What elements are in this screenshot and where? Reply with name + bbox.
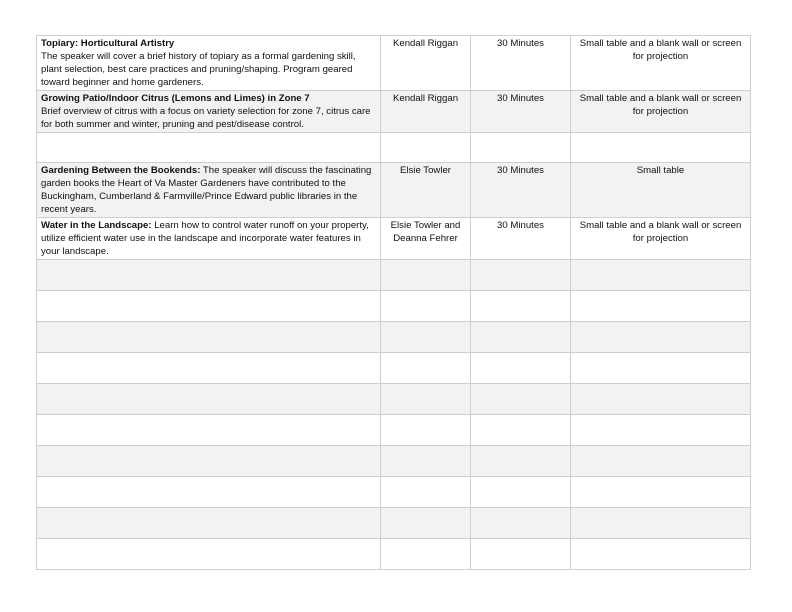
empty-row <box>37 508 751 539</box>
needs-cell <box>571 91 751 133</box>
table-row <box>37 163 751 218</box>
empty-row <box>37 384 751 415</box>
table-row <box>37 36 751 91</box>
session-speaker: Elsie Towler and Deanna Fehrer <box>390 220 461 244</box>
table-row <box>37 218 751 260</box>
duration-cell <box>471 36 571 91</box>
empty-row <box>37 477 751 508</box>
session-duration: 30 Minutes <box>497 220 544 231</box>
session-speaker: Elsie Towler <box>399 165 451 176</box>
session-needs: Small table and a blank wall or screen for projection <box>579 38 742 62</box>
session-description-cell <box>37 36 381 91</box>
empty-row <box>37 446 751 477</box>
session-duration: 30 Minutes <box>497 165 544 176</box>
session-title: Gardening Between the Bookends: <box>41 165 201 176</box>
speaker-cell <box>381 218 471 260</box>
empty-row <box>37 539 751 570</box>
empty-row <box>37 133 751 163</box>
session-title: Growing Patio/Indoor Citrus (Lemons and Limes) in Zone 7 <box>41 93 310 104</box>
session-speaker: Kendall Riggan <box>392 93 459 104</box>
session-needs: Small table and a blank wall or screen for projection <box>579 93 742 117</box>
duration-cell <box>471 91 571 133</box>
session-description: Learn how to control water runoff on your property, utilize efficient water use in the landscape and incorporate water features in your landscape. <box>41 220 369 257</box>
needs-cell <box>571 163 751 218</box>
empty-row <box>37 322 751 353</box>
needs-cell <box>571 36 751 91</box>
session-description: The speaker will cover a brief history of topiary as a formal gardening skill, plant selection, best care practices and pruning/shaping. Program geared toward beginner and home gardeners. <box>41 51 356 88</box>
session-duration: 30 Minutes <box>497 93 544 104</box>
speaker-cell <box>381 163 471 218</box>
empty-row <box>37 415 751 446</box>
empty-row <box>37 260 751 291</box>
presentation-schedule-table <box>36 35 751 570</box>
session-description-cell <box>37 218 381 260</box>
session-title: Water in the Landscape: <box>41 220 152 231</box>
session-title: Topiary: Horticultural Artistry <box>41 38 175 49</box>
duration-cell <box>471 218 571 260</box>
session-description-cell <box>37 163 381 218</box>
speaker-cell <box>381 91 471 133</box>
empty-row <box>37 353 751 384</box>
session-needs: Small table <box>636 165 685 176</box>
duration-cell <box>471 163 571 218</box>
session-needs: Small table and a blank wall or screen for projection <box>579 220 742 244</box>
empty-row <box>37 291 751 322</box>
session-duration: 30 Minutes <box>497 38 544 49</box>
speaker-cell <box>381 36 471 91</box>
needs-cell <box>571 218 751 260</box>
session-speaker: Kendall Riggan <box>392 38 459 49</box>
session-description: The speaker will discuss the fascinating garden books the Heart of Va Master Gardeners have contributed to the Buckingham, Cumberland & Farmville/Prince Edward public libraries in the recent years. <box>41 165 372 215</box>
session-description: Brief overview of citrus with a focus on variety selection for zone 7, citrus care for both summer and winter, pruning and pest/disease control. <box>41 106 371 130</box>
session-description-cell <box>37 91 381 133</box>
table-row <box>37 91 751 133</box>
